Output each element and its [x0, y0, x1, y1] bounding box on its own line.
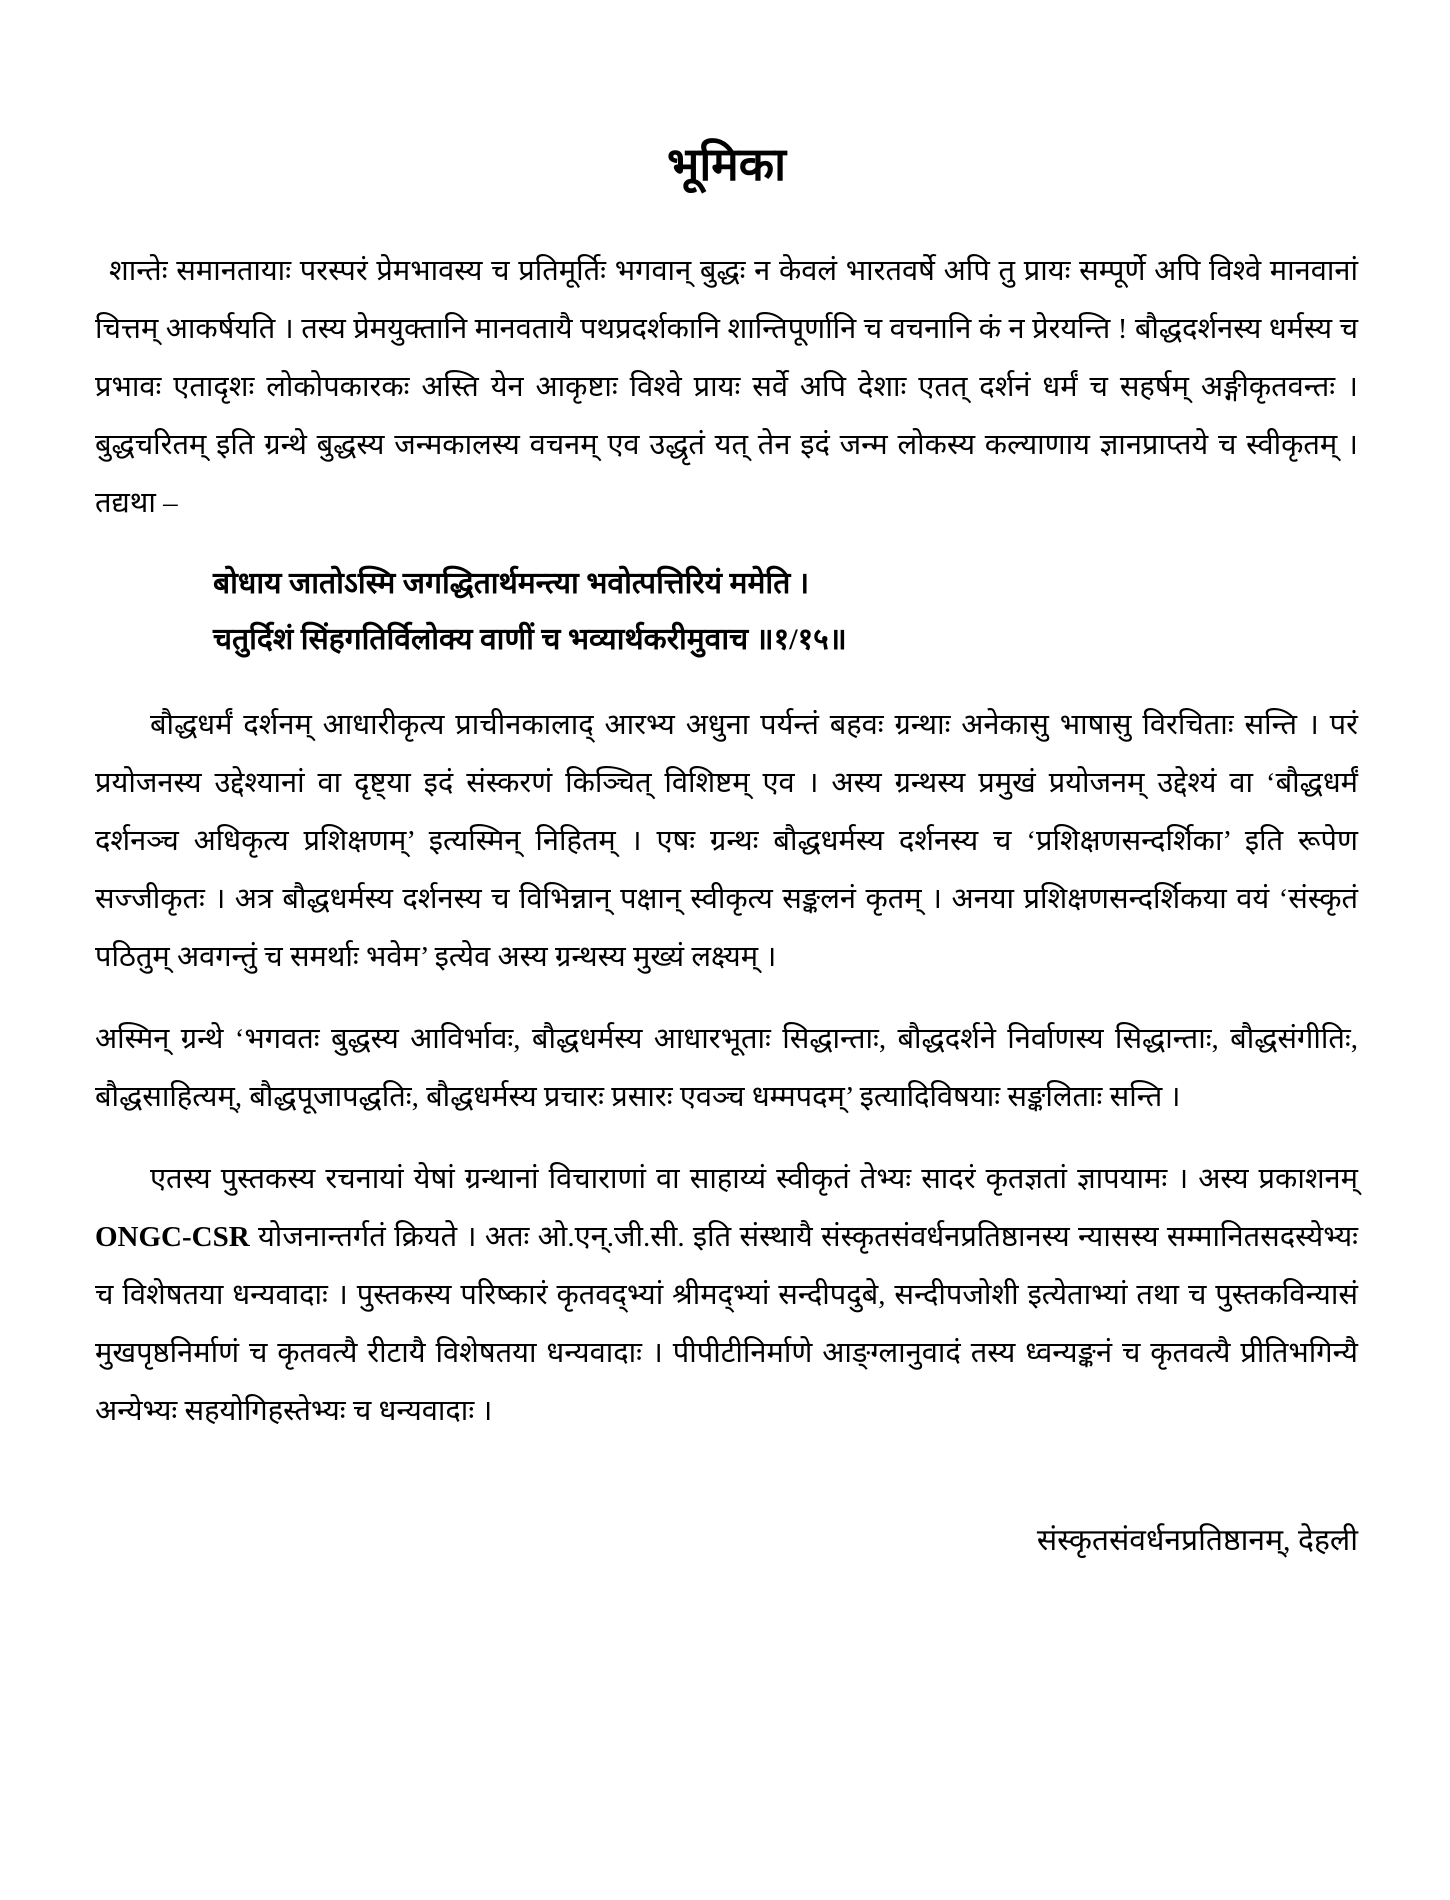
acknowledgement-text-after: योजनान्तर्गतं क्रियते । अतः ओ.एन्.जी.सी. इति संस्थायै संस्कृतसंवर्धनप्रतिष्ठानस्य न्यासस्य सम्मानितसदस्येभ्यः च विशेषतया धन्यवादाः । पुस्तकस्य परिष्कारं कृतवद्भ्यां श्रीमद्भ्यां सन्दीपदुबे, सन्दीपजोशी इत्येताभ्यां तथा च पुस्तकविन्यासं मुखपृष्ठनिर्माणं च कृतवत्यै रीटायै विशेषतया धन्यवादाः । पीपीटीनिर्माणे आङ्ग्लानुवादं तस्य ध्वन्यङ्कनं च कृतवत्यै प्रीतिभगिन्यै अन्येभ्यः सहयोगिहस्तेभ्यः च धन्यवादाः । — [95, 1221, 1358, 1427]
publisher-signature: संस्कृतसंवर्धनप्रतिष्ठानम्, देहली — [1036, 1524, 1358, 1557]
page-title: भूमिका — [666, 139, 786, 190]
buddhacarita-verse — [95, 556, 1358, 668]
acknowledgement-text-before: एतस्य पुस्तकस्य रचनायां येषां ग्रन्थानां विचाराणां वा साहाय्यं स्वीकृतं तेभ्यः सादरं कृतज्ञतां ज्ञापयामः । अस्य प्रकाशनम् — [150, 1163, 1358, 1195]
paragraph-contents: अस्मिन् ग्रन्थे ‘भगवतः बुद्धस्य आविर्भावः, बौद्धधर्मस्य आधारभूताः सिद्धान्ताः, बौद्धदर्शने निर्वाणस्य सिद्धान्ताः, बौद्धसंगीतिः, बौद्धसाहित्यम्, बौद्धपूजापद्धतिः, बौद्धधर्मस्य प्रचारः प्रसारः एवञ्च धम्मपदम्’ इत्यादिविषयाः सङ्कलिताः सन्ति । — [95, 1023, 1358, 1113]
ongc-csr-label: ONGC-CSR — [95, 1221, 250, 1253]
verse-line-1: बोधाय जातोऽस्मि जगद्धितार्थमन्त्या भवोत्पत्तिरियं ममेति । — [213, 567, 810, 600]
paragraph-acknowledgement — [95, 1150, 1358, 1440]
paragraph-purpose: बौद्धधर्मं दर्शनम् आधारीकृत्य प्राचीनकालाद् आरभ्य अधुना पर्यन्तं बहवः ग्रन्थाः अनेकासु भाषासु विरचिताः सन्ति । परं प्रयोजनस्य उद्देश्यानां वा दृष्ट्या इदं संस्करणं किञ्चित् विशिष्टम् एव । अस्य ग्रन्थस्य प्रमुखं प्रयोजनम् उद्देश्यं वा ‘बौद्धधर्मं दर्शनञ्च अधिकृत्य प्रशिक्षणम्’ इत्यस्मिन् निहितम् । एषः ग्रन्थः बौद्धधर्मस्य दर्शनस्य च ‘प्रशिक्षणसन्दर्शिका’ इति रूपेण सज्जीकृतः । अत्र बौद्धधर्मस्य दर्शनस्य च विभिन्नान् पक्षान् स्वीकृत्य सङ्कलनं कृतम् । अनया प्रशिक्षणसन्दर्शिकया वयं ‘संस्कृतं पठितुम् अवगन्तुं च समर्थाः भवेम’ इत्येव अस्य ग्रन्थस्य मुख्यं लक्ष्यम् । — [95, 709, 1358, 973]
verse-line-2: चतुर्दिशं सिंहगतिर्विलोक्य वाणीं च भव्यार्थकरीमुवाच ॥१/१५॥ — [213, 623, 847, 656]
paragraph-introduction: शान्तेः समानतायाः परस्परं प्रेमभावस्य च प्रतिमूर्तिः भगवान् बुद्धः न केवलं भारतवर्षे अपि तु प्रायः सम्पूर्णे अपि विश्वे मानवानां चित्तम् आकर्षयति । तस्य प्रेमयुक्तानि मानवतायै पथप्रदर्शकानि शान्तिपूर्णानि च वचनानि कं न प्रेरयन्ति ! बौद्धदर्शनस्य धर्मस्य च प्रभावः एतादृशः लोकोपकारकः अस्ति येन आकृष्टाः विश्वे प्रायः सर्वे अपि देशाः एतत् दर्शनं धर्मं च सहर्षम् अङ्गीकृतवन्तः । बुद्धचरितम् इति ग्रन्थे बुद्धस्य जन्मकालस्य वचनम् एव उद्धृतं यत् तेन इदं जन्म लोकस्य कल्याणाय ज्ञानप्राप्तये च स्वीकृतम् । तद्यथा – — [95, 255, 1358, 519]
